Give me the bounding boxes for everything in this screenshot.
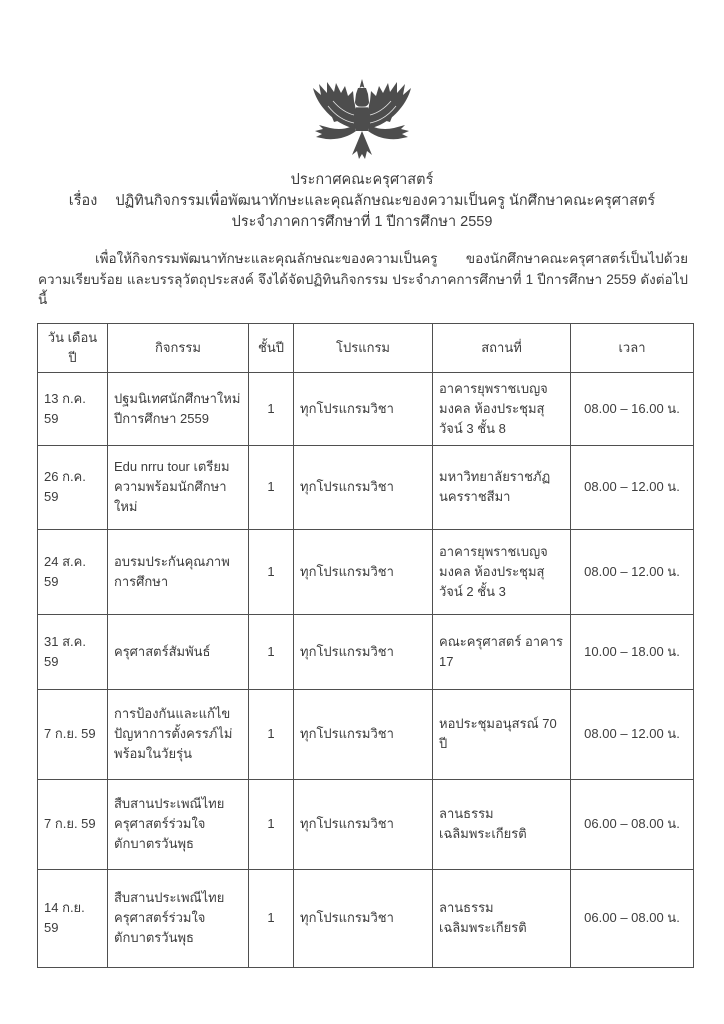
cell-program: ทุกโปรแกรมวิชา: [294, 614, 433, 689]
cell-year: 1: [249, 689, 294, 779]
table-row: [38, 779, 694, 869]
semester-line: ประจำภาคการศึกษาที่ 1 ปีการศึกษา 2559: [231, 214, 493, 230]
cell-activity: การป้องกันและแก้ไขปัญหาการตั้งครรภ์ไม่พร้อมในวัยรุ่น: [108, 689, 249, 779]
cell-year: 1: [249, 529, 294, 614]
cell-date: 31 ส.ค. 59: [38, 614, 108, 689]
cell-location: มหาวิทยาลัยราชภัฏนครราชสีมา: [433, 445, 571, 529]
garuda-emblem: [296, 79, 428, 167]
table-header-row: [38, 323, 694, 372]
cell-year: 1: [249, 779, 294, 869]
activity-schedule-table: [37, 323, 694, 968]
cell-program: ทุกโปรแกรมวิชา: [294, 372, 433, 445]
column-header-location: สถานที่: [433, 323, 571, 372]
cell-program: ทุกโปรแกรมวิชา: [294, 779, 433, 869]
column-header-time: เวลา: [571, 323, 694, 372]
cell-activity: อบรมประกันคุณภาพการศึกษา: [108, 529, 249, 614]
cell-date: 7 ก.ย. 59: [38, 779, 108, 869]
cell-year: 1: [249, 372, 294, 445]
cell-program: ทุกโปรแกรมวิชา: [294, 689, 433, 779]
column-header-year: ชั้นปี: [249, 323, 294, 372]
table-row: [38, 372, 694, 445]
column-header-date: วัน เดือน ปี: [38, 323, 108, 372]
cell-time: 06.00 – 08.00 น.: [571, 869, 694, 967]
cell-year: 1: [249, 445, 294, 529]
cell-location: คณะครุศาสตร์ อาคาร 17: [433, 614, 571, 689]
cell-year: 1: [249, 869, 294, 967]
cell-location: ลานธรรมเฉลิมพระเกียรติ: [433, 869, 571, 967]
cell-location: ลานธรรมเฉลิมพระเกียรติ: [433, 779, 571, 869]
cell-program: ทุกโปรแกรมวิชา: [294, 869, 433, 967]
cell-program: ทุกโปรแกรมวิชา: [294, 445, 433, 529]
subject-line: [0, 191, 724, 212]
emblem-container: [0, 0, 724, 167]
table-row: [38, 869, 694, 967]
cell-activity: ครุศาสตร์สัมพันธ์: [108, 614, 249, 689]
cell-date: 13 ก.ค. 59: [38, 372, 108, 445]
table-row: [38, 689, 694, 779]
cell-time: 08.00 – 16.00 น.: [571, 372, 694, 445]
cell-date: 26 ก.ค. 59: [38, 445, 108, 529]
cell-location: หอประชุมอนุสรณ์ 70 ปี: [433, 689, 571, 779]
cell-time: 08.00 – 12.00 น.: [571, 445, 694, 529]
cell-activity: ปฐมนิเทศนักศึกษาใหม่ ปีการศึกษา 2559: [108, 372, 249, 445]
cell-year: 1: [249, 614, 294, 689]
intro-paragraph: เพื่อให้กิจกรรมพัฒนาทักษะและคุณลักษณะของความเป็นครู ของนักศึกษาคณะครุศาสตร์เป็นไปด้วยความเรียบร้อย และบรรลุวัตถุประสงค์ จึงได้จัดปฏิทินกิจกรรม ประจำภาคการศึกษาที่ 1 ปีการศึกษา 2559 ดังต่อไปนี้: [38, 251, 688, 307]
cell-time: 10.00 – 18.00 น.: [571, 614, 694, 689]
table-row: [38, 529, 694, 614]
cell-time: 08.00 – 12.00 น.: [571, 689, 694, 779]
cell-date: 14 ก.ย. 59: [38, 869, 108, 967]
announcement-title: ประกาศคณะครุศาสตร์: [290, 172, 434, 188]
cell-location: อาคารยุพราชเบญจมงคล ห้องประชุมสุวัจน์ 2 ชั้น 3: [433, 529, 571, 614]
cell-activity: สืบสานประเพณีไทยครุศาสตร์ร่วมใจตักบาตรวันพุธ: [108, 779, 249, 869]
column-header-activity: กิจกรรม: [108, 323, 249, 372]
title-block: [0, 170, 724, 233]
table-row: [38, 445, 694, 529]
cell-date: 7 ก.ย. 59: [38, 689, 108, 779]
table-row: [38, 614, 694, 689]
cell-time: 08.00 – 12.00 น.: [571, 529, 694, 614]
cell-location: อาคารยุพราชเบญจมงคล ห้องประชุมสุวัจน์ 3 ชั้น 8: [433, 372, 571, 445]
cell-activity: สืบสานประเพณีไทยครุศาสตร์ร่วมใจตักบาตรวันพุธ: [108, 869, 249, 967]
subject-label: เรื่อง: [68, 193, 98, 209]
cell-program: ทุกโปรแกรมวิชา: [294, 529, 433, 614]
subject-text: ปฏิทินกิจกรรมเพื่อพัฒนาทักษะและคุณลักษณะของความเป็นครู นักศึกษาคณะครุศาสตร์: [115, 193, 656, 209]
column-header-program: โปรแกรม: [294, 323, 433, 372]
cell-time: 06.00 – 08.00 น.: [571, 779, 694, 869]
cell-activity: Edu nrru tour เตรียมความพร้อมนักศึกษาใหม่: [108, 445, 249, 529]
cell-date: 24 ส.ค. 59: [38, 529, 108, 614]
